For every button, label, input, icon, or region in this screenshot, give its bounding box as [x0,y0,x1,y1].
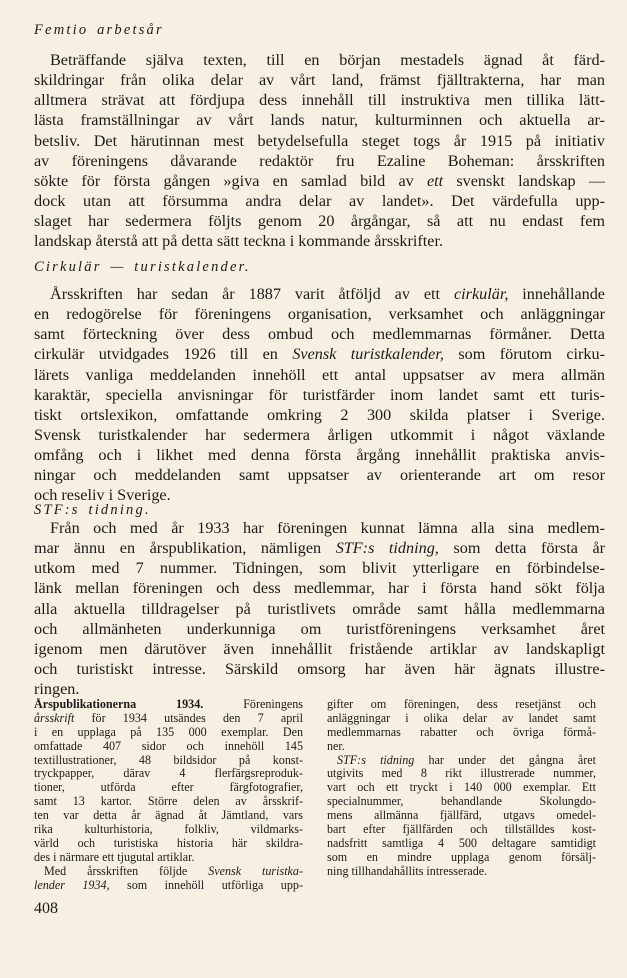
running-header-title: Femtio arbetsår [34,22,164,38]
footnote-line: ning tillhandahållits intresserade. [327,864,488,878]
footnote-column-right [327,698,596,879]
section-heading-stf-tidning: STF:s tidning. [34,502,151,518]
text-line: tiskt ortslexikon, omfattande omkring 2 300 skilda platser i Sverige. [34,405,605,424]
footnote-line: i en upplaga på 135 000 exemplar. Den [34,725,303,739]
text-line: Från och med år 1933 har föreningen kunnat lämna alla sina medlem- [50,519,605,537]
footnote-line: samt 13 kartor. Större delen av årsskrif- [34,795,303,809]
footnote-line: omfattade 407 sidor och innehöll 145 [34,739,303,753]
footnote-column-left [34,698,303,892]
footnote-line: STF:s tidning har under det gångna året [337,753,596,767]
text-line: sökte för första gången »giva en samlad bild av ett svenskt landskap — [34,171,605,190]
footnote-line: des i närmare ett tjugutal artiklar. [34,850,195,864]
section-text-overview [34,50,605,251]
text-line: alltmera strävat att fördjupa dess innehåll till instruktiva men tillika lätt- [34,91,605,110]
section-text-stf-tidning [34,518,605,699]
footnote-line: nadsfritt samtliga 4 500 deltagare samtidigt [327,836,596,850]
text-line: landskap återstå att på detta sätt teckna i kommande årsskrifter. [34,232,444,251]
text-line: alla aktuella tilldragelser på turistlivets område samt hålla medlemmarna [34,599,605,618]
footnote-line: årsskrift för 1934 utsändes den 7 april [34,711,303,725]
footnote-line: vart och ett tryckt i 140 000 exemplar. Ett [327,781,596,795]
text-line: igenom men därutöver även innehållit fristående artiklar av landskapligt [34,639,605,658]
text-line: och turistiskt intresse. Särskild omsorg har även här ägnats illustre- [34,659,605,678]
footnote-line: Med årsskriften följde Svensk turistka- [44,864,303,878]
text-line: samt förteckning över dess ombud och medlemmarnas förmåner. Detta [34,325,605,344]
text-line: utkom med 7 nummer. Tidningen, som blivit ytterligare en förbindelse- [34,559,605,578]
footnote-line: Årspublikationerna 1934. Föreningens [34,698,303,711]
footnote-line: som en mindre upplaga genom försälj- [327,850,596,864]
text-line: omfång och i likhet med denna första årgång innehållit praktiska anvis- [34,446,605,465]
text-line: ningar och meddelanden samt uppsatser av orienterande art om resor [34,466,605,485]
footnote-line: ner. [327,739,345,753]
section-heading-cirkular: Cirkulär — turistkalender. [34,259,251,275]
text-line: lästa framställningar av vårt lands natur, kulturminnen och aktuella ar- [34,111,605,130]
footnote-line: rika kulturhistoria, folkliv, vildmarks- [34,823,303,837]
footnote-line: tryckpapper, därav 4 flerfärgsreproduk- [34,767,303,781]
text-line: lärets vanliga meddelanden innehöll ett antal uppsatser av mera allmän [34,365,605,384]
text-line: länk mellan föreningen och dess medlemmar, har i första hand sökt följa [34,579,605,598]
footnote-line: mens allmänna fjällfärd, utgavs omedel- [327,809,596,823]
text-line: slaget har sedermera följts genom 20 årgångar, så att nu endast fem [34,212,605,231]
text-line: cirkulär utvidgades 1926 till en Svensk turistkalender, som förutom cirku- [34,345,605,364]
text-line: och reseliv i Sverige. [34,486,171,505]
text-line: dock utan att försumma andra delar av landet». Det värdefulla upp- [34,191,605,210]
text-line: och allmänheten underkunniga om turistföreningens verksamhet året [34,619,605,638]
text-line: en redogörelse för föreningens organisation, verksamhet och anläggningar [34,305,605,324]
section-text-cirkular [34,284,605,506]
footnote-line: bart efter fjällfärden och tillställdes kost- [327,823,596,837]
page-number: 408 [34,900,58,917]
footnote-line: specialnummer, behandlande Skolungdo- [327,795,596,809]
text-line: skildringar från olika delar av vårt land, främst fjälltrakterna, har man [34,71,605,90]
text-line: Årsskriften har sedan år 1887 varit åtföljd av ett cirkulär, innehållande [50,285,605,303]
text-line: mar ännu en årspublikation, nämligen STF:s tidning, som detta första år [34,539,605,558]
footnote-line: tioner, utförda efter färgfotografier, [34,781,303,795]
footnote-line: utgivits med 8 rikt illustrerade nummer, [327,767,596,781]
text-line: Beträffande själva texten, till en början mestadels ägnad åt färd- [50,51,605,69]
footnote-line: lender 1934, som innehöll utförliga upp- [34,878,303,892]
footnote-line: anläggningar i olika delar av landet samt [327,711,596,725]
footnote-line: ten var detta år ägnad åt Jämtland, vars [34,809,303,823]
text-line: Svensk turistkalender har sedermera årligen utkommit i något växlande [34,425,605,444]
text-line: karaktär, speciella anvisningar för turistfärder inom landet samt ett turis- [34,385,605,404]
footnote-line: textillustrationer, 48 bildsidor på konst- [34,753,303,767]
text-line: av föreningens dåvarande redaktör fru Ezaline Boheman: årsskriften [34,151,605,170]
text-line: ringen. [34,680,80,699]
footnote-line: värld och turistiska historia här skildra- [34,836,303,850]
text-line: betsliv. Det härutinnan mest betydelsefulla steget togs år 1915 på initiativ [34,131,605,150]
footnote-line: medlemmarnas rabatter och övriga förmå- [327,725,596,739]
footnote-line: gifter om föreningen, dess resetjänst och [327,698,596,711]
